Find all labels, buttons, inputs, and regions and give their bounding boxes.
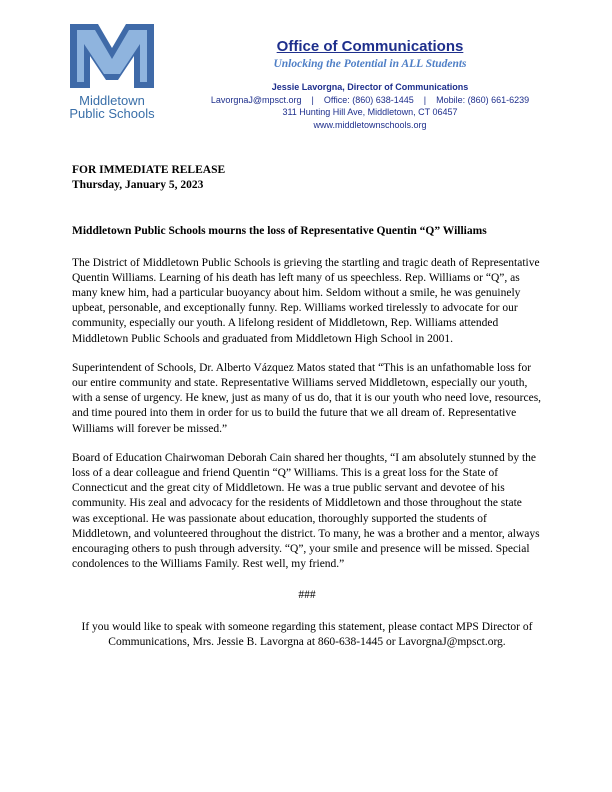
headline: Middletown Public Schools mourns the loss of Representative Quentin “Q” Williams: [72, 225, 487, 238]
district-logo: [68, 22, 156, 120]
letterhead: [180, 38, 560, 131]
paragraph: Superintendent of Schools, Dr. Alberto Vázquez Matos stated that “This is an unfathomable loss for our entire community and state. Representative Williams served Middletown, especially our youth, with a sense of urgency. He knew, just as many of us do, that it is our youth who need love, resources, and time poured into them in order for us to build the future that we all dream of. Representative Williams will forever be missed.”: [72, 361, 542, 435]
closing-contact: If you would like to speak with someone regarding this statement, please contact MPS Director of Communications, Mrs. Jessie B. Lavorgna at 860-638-1445 or LavorgnaJ@mpsct.org.: [81, 620, 533, 648]
contact-office-phone: Office: (860) 638-1445: [323, 94, 414, 105]
release-label: FOR IMMEDIATE RELEASE: [72, 164, 226, 176]
contact-website[interactable]: www.middletownschools.org: [313, 119, 427, 130]
contact-mobile-phone: Mobile: (860) 661-6239: [436, 94, 530, 105]
paragraph: Board of Education Chairwoman Deborah Cain shared her thoughts, “I am absolutely stunned by the loss of a dear colleague and friend Quentin “Q” Williams. This is a great loss for the State of Connecticut and the great city of Middletown. He was a true public servant and devotee of his community. His zeal and advocacy for the residents of Middletown and those throughout the state was exceptional. He was passionate about education, thoroughly supported the students of Middletown, and volunteered throughout the district. To many, he was a brother and a mentor, always encouraging others to push through adversity. “Q”, your smile and presence will be missed. Special condolences to the Williams Family. Rest well, my friend.”: [72, 451, 540, 571]
m-logo-icon: [68, 22, 156, 90]
paragraph: The District of Middletown Public Schools is grieving the startling and tragic death of Representative Quentin Williams. Learning of his death has left many of us speechless. Rep. Williams or “Q”, as many knew him, had a particular buoyancy about him. Seldom without a smile, he was genuinely upbeat, personable, and exceptionally funny. Rep. Williams worked tirelessly to advocate for our community, especially our youth. A lifelong resident of Middletown, Rep. Williams attended Middletown Public Schools and graduated from Middletown High School in 2001.: [72, 256, 540, 345]
contact-address: 311 Hunting Hill Ave, Middletown, CT 06457: [282, 107, 458, 117]
logo-line-1: Middletown: [79, 93, 145, 108]
press-release-body: [72, 163, 542, 650]
separator: |: [311, 94, 314, 105]
office-title: Office of Communications: [276, 38, 464, 55]
tagline: Unlocking the Potential in ALL Students: [273, 58, 467, 70]
contact-name: Jessie Lavorgna, Director of Communications: [271, 82, 469, 92]
contact-email[interactable]: LavorgnaJ@mpsct.org: [210, 94, 302, 105]
logo-line-2: Public Schools: [69, 106, 155, 121]
end-mark: ###: [298, 589, 316, 602]
contact-row: [180, 94, 560, 107]
release-date: Thursday, January 5, 2023: [72, 179, 204, 192]
contact-block: [180, 81, 560, 131]
separator: |: [423, 94, 427, 105]
